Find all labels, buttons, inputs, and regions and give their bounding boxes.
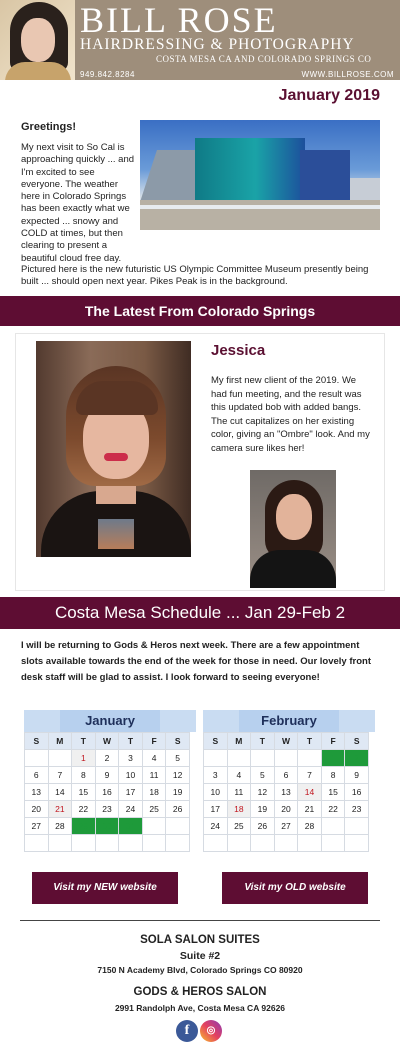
calendar-month-label: February — [239, 710, 339, 732]
calendar-day — [344, 817, 369, 835]
calendar-day: 17 — [118, 783, 143, 801]
calendar-day — [24, 834, 49, 852]
calendar-day: 7 — [297, 766, 322, 784]
calendar-day: 9 — [344, 766, 369, 784]
calendar-day: 4 — [227, 766, 252, 784]
calendar-day: 20 — [274, 800, 299, 818]
brand-phone[interactable]: 949.842.8284 — [80, 70, 135, 79]
calendar-day: 28 — [297, 817, 322, 835]
calendar-day — [24, 749, 49, 767]
salon2-address: 2991 Randolph Ave, Costa Mesa CA 92626 — [114, 1003, 286, 1013]
calendar-day: 22 — [71, 800, 96, 818]
schedule-note: I will be returning to Gods & Heros next week. There are a few appointment slots available towards the end of the week for those in need. Our lovely front desk staff will be glad to assist. I look forward to seeing everyone! — [21, 640, 371, 683]
calendar-weekday: S — [344, 732, 369, 750]
calendar-week-row — [24, 800, 196, 817]
header-banner — [0, 0, 400, 80]
calendar-day — [250, 749, 275, 767]
salon1-suite: Suite #2 — [179, 950, 221, 962]
client-photo-small — [250, 470, 336, 588]
salon1-name: SOLA SALON SUITES — [140, 934, 260, 946]
calendar-day: 19 — [165, 783, 190, 801]
visit-new-website-button[interactable]: Visit my NEW website — [32, 872, 178, 904]
calendar-day: 8 — [321, 766, 346, 784]
brand-tagline: HAIRDRESSING & PHOTOGRAPHY — [80, 36, 355, 53]
calendar-day: 17 — [203, 800, 228, 818]
calendar-day: 7 — [48, 766, 73, 784]
calendar-day: 13 — [24, 783, 49, 801]
calendar-week-row — [24, 766, 196, 783]
calendar-month-header — [203, 710, 375, 732]
calendar-day: 2 — [95, 749, 120, 767]
calendar-day — [297, 834, 322, 852]
calendar-day — [142, 834, 167, 852]
calendar-day-available: 1 — [321, 749, 346, 767]
visit-old-website-button[interactable]: Visit my OLD website — [222, 872, 368, 904]
calendar-day — [203, 834, 228, 852]
calendar-day: 4 — [142, 749, 167, 767]
calendar-day: 10 — [118, 766, 143, 784]
calendar-day — [118, 834, 143, 852]
calendar-weekday: S — [24, 732, 49, 750]
calendar-week-row — [24, 834, 196, 851]
greeting-title: Greetings! — [21, 121, 77, 133]
calendar-day: 6 — [274, 766, 299, 784]
calendar-day — [95, 834, 120, 852]
calendar-week-row — [24, 817, 196, 834]
photo-caption: Pictured here is the new futuristic US Olympic Committee Museum presently being built ... should open next year. Pikes Peak is in the background. — [21, 264, 369, 288]
calendar-weekday: W — [274, 732, 299, 750]
calendar-day: 22 — [321, 800, 346, 818]
calendar-day: 13 — [274, 783, 299, 801]
calendar-day: 3 — [118, 749, 143, 767]
calendar-day: 23 — [344, 800, 369, 818]
calendar-day: 3 — [203, 766, 228, 784]
calendar-day: 8 — [71, 766, 96, 784]
calendar-week-row — [203, 800, 375, 817]
calendar-day: 14 — [297, 783, 322, 801]
calendar-day: 11 — [227, 783, 252, 801]
calendar-week-row — [203, 749, 375, 766]
calendar-day: 21 — [48, 800, 73, 818]
calendar-day: 16 — [95, 783, 120, 801]
client-story: My first new client of the 2019. We had fun meeting, and the result was this updated bob with added bangs. The cut capitalizes on her existing color, giving an "Ombre" look. And my camera sure likes her! — [211, 375, 370, 454]
calendar-week-row — [203, 783, 375, 800]
calendar-week-row — [24, 749, 196, 766]
calendar-day: 28 — [48, 817, 73, 835]
calendar-day — [227, 834, 252, 852]
calendar-day: 24 — [203, 817, 228, 835]
calendar-day: 18 — [227, 800, 252, 818]
calendar-day: 11 — [142, 766, 167, 784]
client-photo-main — [36, 341, 191, 557]
calendar-day — [274, 749, 299, 767]
calendar-weekday: T — [250, 732, 275, 750]
calendar-weekday: T — [118, 732, 143, 750]
calendar-day: 25 — [227, 817, 252, 835]
calendar-day: 23 — [95, 800, 120, 818]
calendar-weekday: T — [297, 732, 322, 750]
calendar-day: 10 — [203, 783, 228, 801]
calendar-day — [48, 749, 73, 767]
brand-name: BILL ROSE — [80, 0, 278, 40]
calendar-day: 16 — [344, 783, 369, 801]
calendar-day — [165, 834, 190, 852]
calendar-weekday-row — [24, 732, 196, 749]
section-title-latest: The Latest From Colorado Springs — [0, 296, 400, 326]
calendar-day — [321, 834, 346, 852]
calendar-day: 21 — [297, 800, 322, 818]
calendar-day: 14 — [48, 783, 73, 801]
calendar-weekday: S — [165, 732, 190, 750]
calendar-weekday: M — [227, 732, 252, 750]
calendar-weekday: F — [142, 732, 167, 750]
salon2-name: GODS & HEROS SALON — [133, 986, 267, 998]
calendar-day — [344, 834, 369, 852]
calendar-day: 26 — [165, 800, 190, 818]
calendar-day: 1 — [71, 749, 96, 767]
calendar-day: 12 — [165, 766, 190, 784]
calendar-day — [142, 817, 167, 835]
calendar-weekday: M — [48, 732, 73, 750]
calendar-week-row — [24, 783, 196, 800]
calendar-day: 9 — [95, 766, 120, 784]
calendar-day: 26 — [250, 817, 275, 835]
calendar-day: 15 — [321, 783, 346, 801]
calendar-day: 20 — [24, 800, 49, 818]
salon1-address: 7150 N Academy Blvd, Colorado Springs CO 80920 — [97, 965, 303, 975]
calendar-month-header — [24, 710, 196, 732]
calendar-week-row — [203, 834, 375, 851]
section-title-schedule: Costa Mesa Schedule ... Jan 29-Feb 2 — [0, 597, 400, 629]
client-name: Jessica — [211, 342, 266, 359]
issue-date: January 2019 — [278, 87, 380, 104]
calendar-day — [227, 749, 252, 767]
calendar-day: 5 — [165, 749, 190, 767]
calendar-day — [321, 817, 346, 835]
museum-photo — [140, 120, 380, 230]
calendar-day: 12 — [250, 783, 275, 801]
calendar-weekday: T — [71, 732, 96, 750]
calendar-day-available: 30 — [95, 817, 120, 835]
calendar-day: 19 — [250, 800, 275, 818]
brand-website[interactable]: WWW.BILLROSE.COM — [301, 70, 394, 79]
calendar-day — [203, 749, 228, 767]
greeting-body: My next visit to So Cal is approaching quickly ... and I'm excited to see everyone. The weather here in Colorado Springs has been exactly what we expected ... snowy and COLD at times, but then clearing to present a beautiful cloud free day. — [21, 142, 135, 264]
calendar-day: 18 — [142, 783, 167, 801]
calendar-day-available: 31 — [118, 817, 143, 835]
calendar-day: 5 — [250, 766, 275, 784]
header-portrait — [0, 0, 75, 80]
calendar-day-available: 29 — [71, 817, 96, 835]
calendar-day — [48, 834, 73, 852]
calendar-day — [165, 817, 190, 835]
calendar-day-available: 2 — [344, 749, 369, 767]
calendar-day — [274, 834, 299, 852]
calendar-day — [250, 834, 275, 852]
calendar-day: 15 — [71, 783, 96, 801]
client-feature-card — [15, 333, 385, 591]
calendar-january — [24, 710, 196, 851]
calendar-day: 27 — [274, 817, 299, 835]
calendar-weekday-row — [203, 732, 375, 749]
calendar-day — [71, 834, 96, 852]
calendar-weekday: S — [203, 732, 228, 750]
calendar-day: 24 — [118, 800, 143, 818]
calendar-week-row — [203, 817, 375, 834]
calendar-weekday: F — [321, 732, 346, 750]
calendar-month-label: January — [60, 710, 160, 732]
calendar-weekday: W — [95, 732, 120, 750]
calendar-week-row — [203, 766, 375, 783]
calendar-day: 25 — [142, 800, 167, 818]
calendar-day — [297, 749, 322, 767]
calendar-day: 27 — [24, 817, 49, 835]
instagram-icon[interactable]: ◎ — [200, 1020, 222, 1042]
footer-divider — [20, 920, 380, 921]
calendar-february — [203, 710, 375, 851]
calendar-day: 6 — [24, 766, 49, 784]
facebook-icon[interactable]: f — [176, 1020, 198, 1042]
brand-locations: COSTA MESA CA AND COLORADO SPRINGS CO — [156, 54, 372, 64]
